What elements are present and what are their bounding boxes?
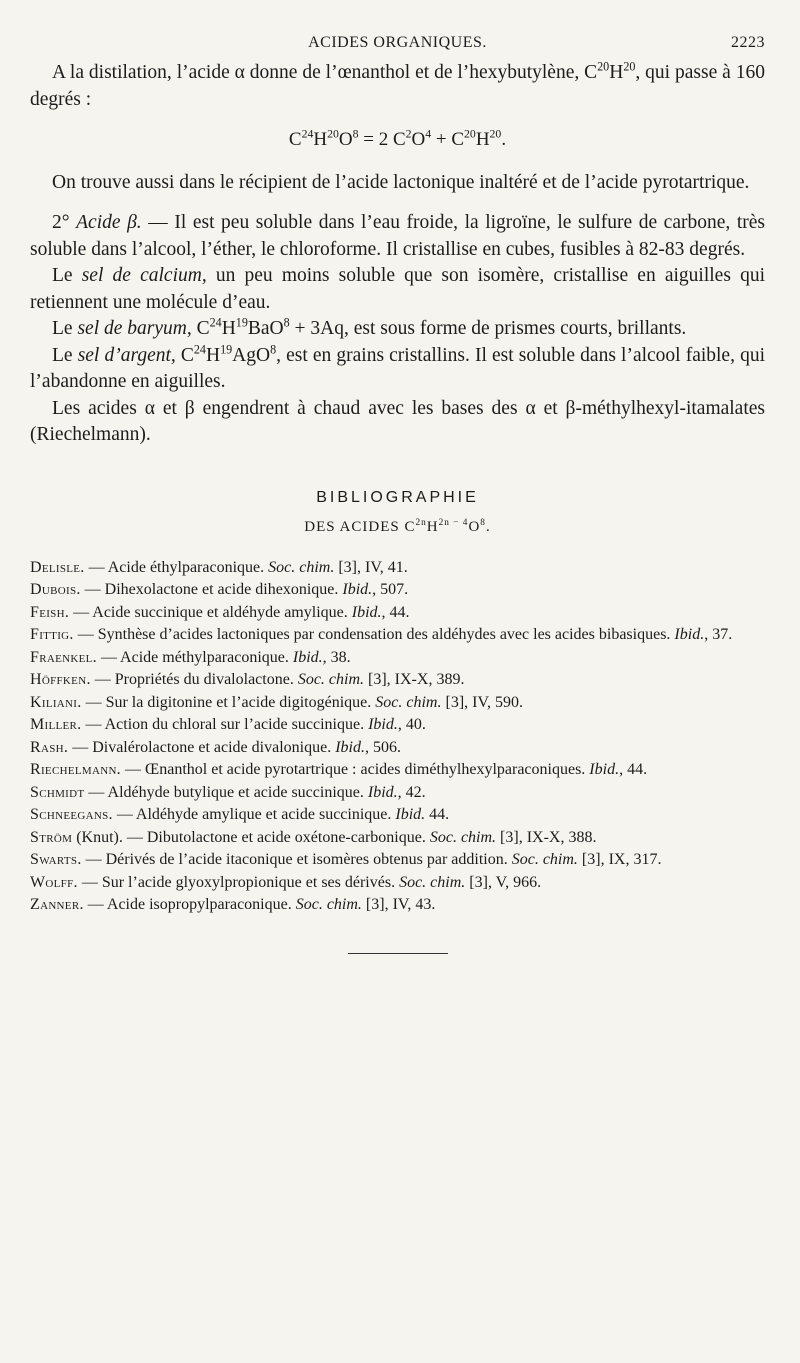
paragraph-distillation: A la distilation, l’acide α donne de l’œnanthol et de l’hexybutylène, $C^{20}H^{20}$, qui passe à 160 degrés :	[30, 59, 765, 110]
bibliography-entry: Fraenkel. — Acide méthylparaconique. Ibid., 38.	[30, 648, 351, 666]
page-number: 2223	[731, 34, 765, 51]
bibliography-entry: Fittig. — Synthèse d’acides lactoniques par condensation des aldéhydes avec les acides bibasiques. Ibid., 37.	[30, 626, 733, 643]
bibliography-entry: Zanner. — Acide isopropylparaconique. Soc. chim. [3], IV, 43.	[30, 896, 436, 913]
body-text	[30, 60, 765, 449]
paragraph-acide-beta: 2° Acide β. — Il est peu soluble dans l’eau froide, la ligroïne, le sulfure de carbone, très soluble dans l’alcool, l’éther, le chloroforme. Il cristallise en cubes, fusibles à 82-83 degrés.	[30, 212, 765, 260]
chemical-equation: $C^{24}H^{20}O^8 = 2$ $C^2O^4 + C^{20}H^{20}$.	[288, 127, 507, 150]
paragraph-sel-argent: Le sel d’argent, $C^{24}H^{19}AgO^8$, est en grains cristallins. Il est soluble dans l’alcool faible, qui l’abandonne en aiguilles.	[30, 342, 765, 392]
bibliography-entry: Delisle. — Acide éthylparaconique. Soc. chim. [3], IV, 41.	[30, 558, 408, 576]
book-page	[30, 30, 765, 954]
bibliography-entry: Schmidt — Aldéhyde butylique et acide succinique. Ibid., 42.	[30, 783, 426, 801]
bibliography-entry: Swarts. — Dérivés de l’acide itaconique et isomères obtenus par addition. Soc. chim. [3], IX, 317.	[30, 851, 662, 868]
bibliography-subtitle: DES ACIDES $C^{2n}H^{2n - 4}O^8$.	[304, 517, 491, 535]
page-header	[30, 30, 765, 60]
bibliography-entry: Schneegans. — Aldéhyde amylique et acide succinique. Ibid. 44.	[30, 806, 450, 823]
bibliography-entry: Wolff. — Sur l’acide glyoxylpropionique et ses dérivés. Soc. chim. [3], V, 966.	[30, 873, 542, 891]
bibliography-entry: Feish. — Acide succinique et aldéhyde amylique. Ibid., 44.	[30, 603, 410, 621]
bibliography-entry: Ström (Knut). — Dibutolactone et acide oxétone-carbonique. Soc. chim. [3], IX-X, 388.	[30, 828, 597, 846]
bibliography-list	[30, 558, 765, 915]
bibliography-entry: Rash. — Divalérolactone et acide divalonique. Ibid., 506.	[30, 738, 401, 756]
paragraph-sel-calcium: Le sel de calcium, un peu moins soluble que son isomère, cristallise en aiguilles qui retiennent une molécule d’eau.	[30, 265, 765, 313]
end-divider	[348, 953, 448, 954]
paragraph-recipient: On trouve aussi dans le récipient de l’acide lactonique inaltéré et de l’acide pyrotartrique.	[52, 171, 750, 193]
bibliography-entry: Dubois. — Dihexolactone et acide dihexonique. Ibid., 507.	[30, 581, 409, 598]
bibliography-entry: Miller. — Action du chloral sur l’acide succinique. Ibid., 40.	[30, 716, 426, 733]
bibliography-entry: Riechelmann. — Œnanthol et acide pyrotartrique : acides diméthylhexylparaconiques. Ibid., 44.	[30, 761, 648, 778]
paragraph-sel-baryum: Le sel de baryum, $C^{24}H^{19}BaO^8 + 3Aq$, est sous forme de prismes courts, brillants.	[52, 315, 687, 339]
bibliography-entry: Höffken. — Propriétés du divalolactone. Soc. chim. [3], IX-X, 389.	[30, 671, 465, 688]
section-label: Acide β.	[76, 212, 142, 233]
bibliography-title: BIBLIOGRAPHIE	[316, 488, 479, 506]
bibliography-entry: Kiliani. — Sur la digitonine et l’acide digitogénique. Soc. chim. [3], IV, 590.	[30, 693, 523, 711]
paragraph-acides-alpha-beta: Les acides α et β engendrent à chaud avec les bases des α et β-méthylhexyl-itamalates (Riechelmann).	[30, 397, 765, 445]
running-title: ACIDES ORGANIQUES.	[308, 34, 487, 51]
